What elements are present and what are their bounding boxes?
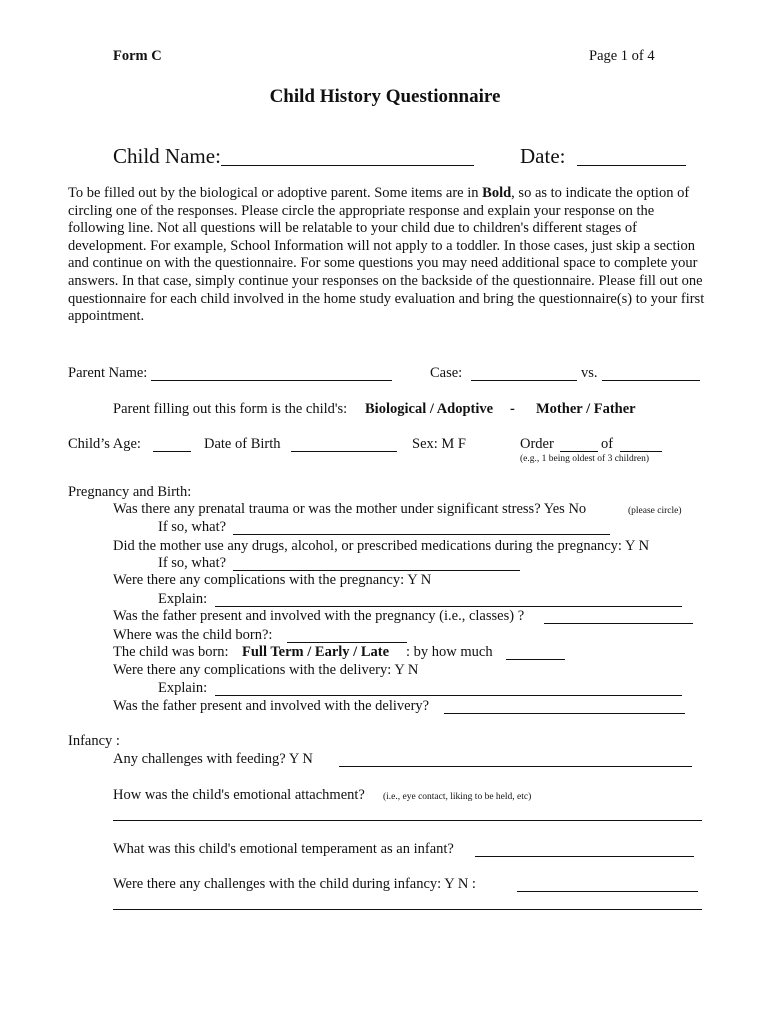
pregnancy-q6-suffix: : by how much bbox=[406, 644, 493, 660]
pregnancy-q2-followup: If so, what? bbox=[158, 555, 227, 571]
infancy-q4-field[interactable] bbox=[517, 891, 698, 892]
bio-adoptive-options[interactable]: Biological / Adoptive bbox=[365, 401, 494, 417]
pregnancy-q3: Were there any complications with the pregnancy: Y N bbox=[113, 572, 432, 588]
pregnancy-q7: Were there any complications with the delivery: Y N bbox=[113, 662, 419, 678]
instructions-part1: To be filled out by the biological or adoptive parent. Some items are in bbox=[68, 185, 483, 201]
instructions-part2: , so as to indicate the option of circling one of the responses. Please circle the appropriate response and explain your response on the following line. Not all questions will be relatable to your child due to children's different stages of development. For example, School Information will not apply to a toddler. In those cases, just skip a section and continue on with the questionnaire. For some questions you may need additional space to complete your answers. In that case, simply continue your responses on the backside of the questionnaire. Please fill out one questionnaire for each child involved in the home study evaluation and bring the questionnaire(s) to your first appointment. bbox=[68, 185, 705, 325]
pregnancy-q1-field[interactable] bbox=[233, 534, 610, 535]
pregnancy-q6-prefix: The child was born: bbox=[113, 644, 229, 660]
pregnancy-q3-followup: Explain: bbox=[158, 591, 208, 607]
infancy-q1: Any challenges with feeding? Y N bbox=[113, 751, 313, 767]
instructions-paragraph bbox=[68, 185, 708, 326]
page-title: Child History Questionnaire bbox=[269, 86, 501, 107]
infancy-q3: What was this child's emotional temperament as an infant? bbox=[113, 841, 454, 857]
dash-separator: - bbox=[510, 401, 515, 417]
infancy-heading: Infancy : bbox=[68, 733, 120, 749]
case-party1-field[interactable] bbox=[471, 380, 577, 381]
parent-relation-label: Parent filling out this form is the child's: bbox=[113, 401, 348, 417]
pregnancy-q6-field[interactable] bbox=[506, 659, 565, 660]
pregnancy-q3-field[interactable] bbox=[215, 606, 682, 607]
sex-options[interactable]: Sex: M F bbox=[412, 436, 466, 452]
pregnancy-q4: Was the father present and involved with the pregnancy (i.e., classes) ? bbox=[113, 608, 525, 624]
parent-name-field[interactable] bbox=[151, 380, 392, 381]
dob-label: Date of Birth bbox=[204, 436, 281, 452]
dob-field[interactable] bbox=[291, 451, 397, 452]
date-field[interactable] bbox=[577, 165, 686, 166]
infancy-q3-field[interactable] bbox=[475, 856, 694, 857]
infancy-q2: How was the child's emotional attachment? bbox=[113, 787, 365, 803]
of-label: of bbox=[601, 436, 614, 452]
infancy-q2-field[interactable] bbox=[113, 820, 702, 821]
child-name-field[interactable] bbox=[221, 165, 474, 166]
child-age-field[interactable] bbox=[153, 451, 191, 452]
form-label: Form C bbox=[113, 48, 162, 64]
pregnancy-q5: Where was the child born?: bbox=[113, 627, 273, 643]
order-field[interactable] bbox=[560, 451, 598, 452]
pregnancy-q7-field[interactable] bbox=[215, 695, 682, 696]
case-party2-field[interactable] bbox=[602, 380, 700, 381]
pregnancy-q1-note: (please circle) bbox=[628, 506, 682, 516]
pregnancy-q1: Was there any prenatal trauma or was the mother under significant stress? Yes No bbox=[113, 501, 587, 517]
pregnancy-q4-field[interactable] bbox=[544, 623, 693, 624]
infancy-q4: Were there any challenges with the child during infancy: Y N : bbox=[113, 876, 476, 892]
instructions-bold: Bold bbox=[482, 185, 512, 201]
child-age-label: Child’s Age: bbox=[68, 436, 141, 452]
infancy-q1-field[interactable] bbox=[339, 766, 692, 767]
term-options[interactable]: Full Term / Early / Late bbox=[242, 644, 390, 660]
of-total-field[interactable] bbox=[620, 451, 662, 452]
pregnancy-q2-field[interactable] bbox=[233, 570, 520, 571]
infancy-q4-extra-field[interactable] bbox=[113, 909, 702, 910]
case-label: Case: bbox=[430, 365, 463, 381]
pregnancy-q7-followup: Explain: bbox=[158, 680, 208, 696]
pregnancy-q8-field[interactable] bbox=[444, 713, 685, 714]
pregnancy-q5-field[interactable] bbox=[287, 642, 407, 643]
order-label: Order bbox=[520, 436, 554, 452]
date-label: Date: bbox=[520, 144, 566, 168]
order-note: (e.g., 1 being oldest of 3 children) bbox=[520, 454, 650, 464]
mother-father-options[interactable]: Mother / Father bbox=[536, 401, 636, 417]
vs-label: vs. bbox=[581, 365, 598, 381]
pregnancy-q2: Did the mother use any drugs, alcohol, or prescribed medications during the pregnancy: Y N bbox=[113, 538, 650, 554]
child-name-label: Child Name: bbox=[113, 144, 221, 168]
pregnancy-q1-followup: If so, what? bbox=[158, 519, 227, 535]
page-number: Page 1 of 4 bbox=[589, 48, 655, 64]
infancy-q2-note: (i.e., eye contact, liking to be held, etc) bbox=[383, 792, 532, 802]
parent-name-label: Parent Name: bbox=[68, 365, 148, 381]
pregnancy-heading: Pregnancy and Birth: bbox=[68, 484, 192, 500]
pregnancy-q8: Was the father present and involved with the delivery? bbox=[113, 698, 430, 714]
